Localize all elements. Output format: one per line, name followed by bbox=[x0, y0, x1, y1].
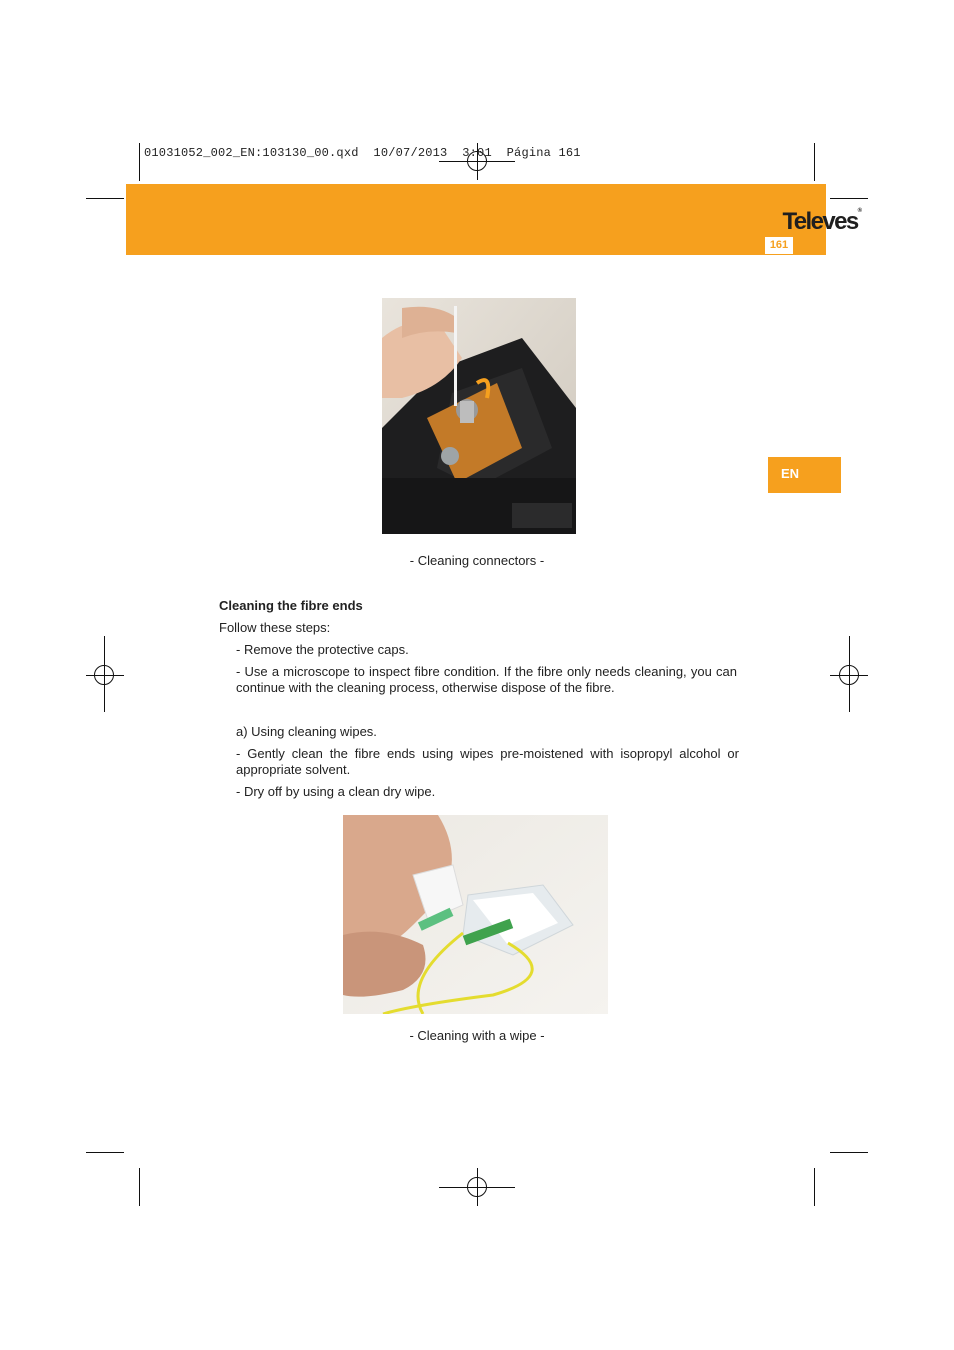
crop-mark bbox=[86, 198, 124, 199]
crop-mark bbox=[139, 1168, 140, 1206]
figure-caption-connectors: - Cleaning connectors - bbox=[409, 553, 545, 568]
language-tab: EN bbox=[768, 457, 841, 493]
figure-caption-wipe: - Cleaning with a wipe - bbox=[409, 1028, 545, 1043]
sub-heading: a) Using cleaning wipes. bbox=[236, 724, 377, 739]
page-number: 161 bbox=[765, 237, 793, 254]
step-item: - Remove the protective caps. bbox=[236, 642, 409, 657]
step-item: - Use a microscope to inspect fibre condition. If the fibre only needs cleaning, you can continue with the cleaning process, otherwise dispose of the fibre. bbox=[236, 664, 737, 695]
photo-cleaning-connectors bbox=[382, 298, 576, 534]
crop-mark bbox=[830, 1152, 868, 1153]
crop-mark bbox=[86, 1152, 124, 1153]
section-intro: Follow these steps: bbox=[219, 620, 331, 635]
section-heading: Cleaning the fibre ends bbox=[219, 598, 363, 613]
crop-mark bbox=[814, 1168, 815, 1206]
header-band bbox=[126, 184, 826, 255]
crop-mark bbox=[830, 198, 868, 199]
crop-mark bbox=[139, 143, 140, 181]
televes-logo: Televes® bbox=[782, 208, 862, 235]
crop-mark bbox=[814, 143, 815, 181]
file-slug: 01031052_002_EN:103130_00.qxd 10/07/2013 3:01 Página 161 bbox=[144, 146, 581, 160]
wipe-cleaning-illustration bbox=[343, 815, 608, 1014]
photo-cleaning-with-wipe bbox=[343, 815, 608, 1014]
connector-cleaning-illustration bbox=[382, 298, 576, 534]
wipe-step-item: - Gently clean the fibre ends using wipes pre-moistened with isopropyl alcohol or appropriate solvent. bbox=[236, 746, 739, 777]
wipe-step-item: - Dry off by using a clean dry wipe. bbox=[236, 784, 436, 799]
